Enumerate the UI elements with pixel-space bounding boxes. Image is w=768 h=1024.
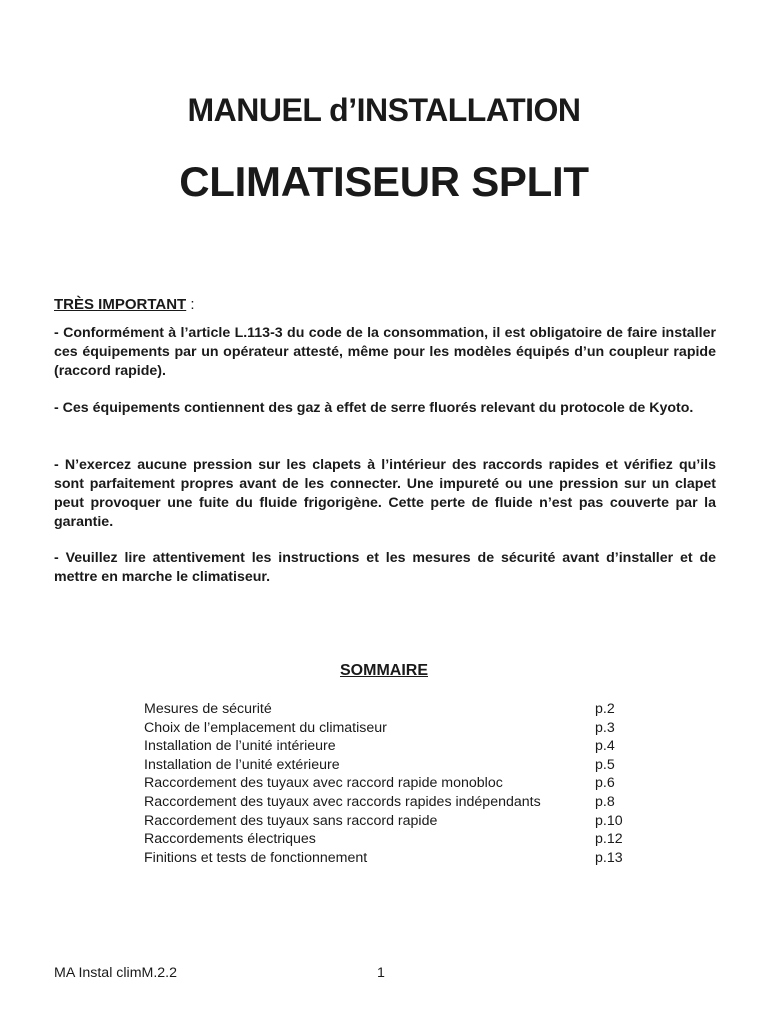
toc-entry-page: p.10 [595, 812, 623, 829]
toc-entry-page: p.2 [595, 701, 615, 717]
toc-entry [144, 812, 644, 831]
toc-entry-page: p.4 [595, 738, 615, 755]
document-title: MANUEL d’INSTALLATION [187, 92, 581, 128]
toc-entry-page: p.6 [595, 775, 615, 792]
toc-entry-label: Installation de l’unité intérieure [144, 738, 336, 755]
toc-entry-page: p.13 [595, 849, 623, 866]
important-heading [54, 296, 195, 313]
toc-entry-page: p.3 [595, 719, 615, 736]
toc-entry [144, 793, 644, 812]
toc-entry [144, 849, 644, 868]
footer-document-ref: MA Instal climM.2.2 [54, 965, 177, 981]
toc-entry-label: Raccordements électriques [144, 831, 316, 848]
important-heading-colon: : [186, 296, 195, 313]
toc-entry-label: Raccordement des tuyaux sans raccord rapide [144, 812, 438, 829]
toc-entry-label: Mesures de sécurité [144, 701, 272, 717]
toc-entry [144, 830, 644, 849]
toc-entry [144, 700, 644, 719]
toc-entry-label: Choix de l’emplacement du climatiseur [144, 719, 387, 736]
toc-entry [144, 719, 644, 738]
toc-entry-label: Raccordement des tuyaux avec raccord rapide monobloc [144, 775, 503, 792]
toc-entry-page: p.12 [595, 831, 623, 848]
toc-entry [144, 774, 644, 793]
sommaire-heading: SOMMAIRE [340, 662, 428, 679]
toc-entry [144, 737, 644, 756]
toc-entry-page: p.5 [595, 756, 615, 773]
toc-entry-label: Raccordement des tuyaux avec raccords rapides indépendants [144, 793, 541, 810]
footer-page-number: 1 [377, 965, 385, 981]
important-paragraph-4: - Veuillez lire attentivement les instructions et les mesures de sécurité avant d’installer et de mettre en marche le climatiseur. [54, 550, 716, 585]
important-paragraph-2: - Ces équipements contiennent des gaz à effet de serre fluorés relevant du protocole de Kyoto. [54, 400, 694, 416]
important-paragraph-1: - Conformément à l’article L.113-3 du code de la consommation, il est obligatoire de faire installer ces équipements par un opérateur attesté, même pour les modèles équipés d’un coupleur rapide (raccord rapide). [54, 325, 716, 379]
document-subtitle: CLIMATISEUR SPLIT [179, 158, 589, 205]
table-of-contents [144, 700, 644, 867]
important-paragraph-3: - N’exercez aucune pression sur les clapets à l’intérieur des raccords rapides et vérifiez qu’ils sont parfaitement propres avant de les connecter. Une impureté ou une pression sur un clapet peut provoquer une fuite du fluide frigorigène. Cette perte de fluide n’est pas couverte par la garantie. [54, 457, 716, 530]
toc-entry-label: Installation de l’unité extérieure [144, 756, 340, 773]
toc-entry [144, 756, 644, 775]
toc-entry-page: p.8 [595, 793, 615, 810]
important-heading-label: TRÈS IMPORTANT [54, 296, 187, 313]
toc-entry-label: Finitions et tests de fonctionnement [144, 849, 368, 866]
